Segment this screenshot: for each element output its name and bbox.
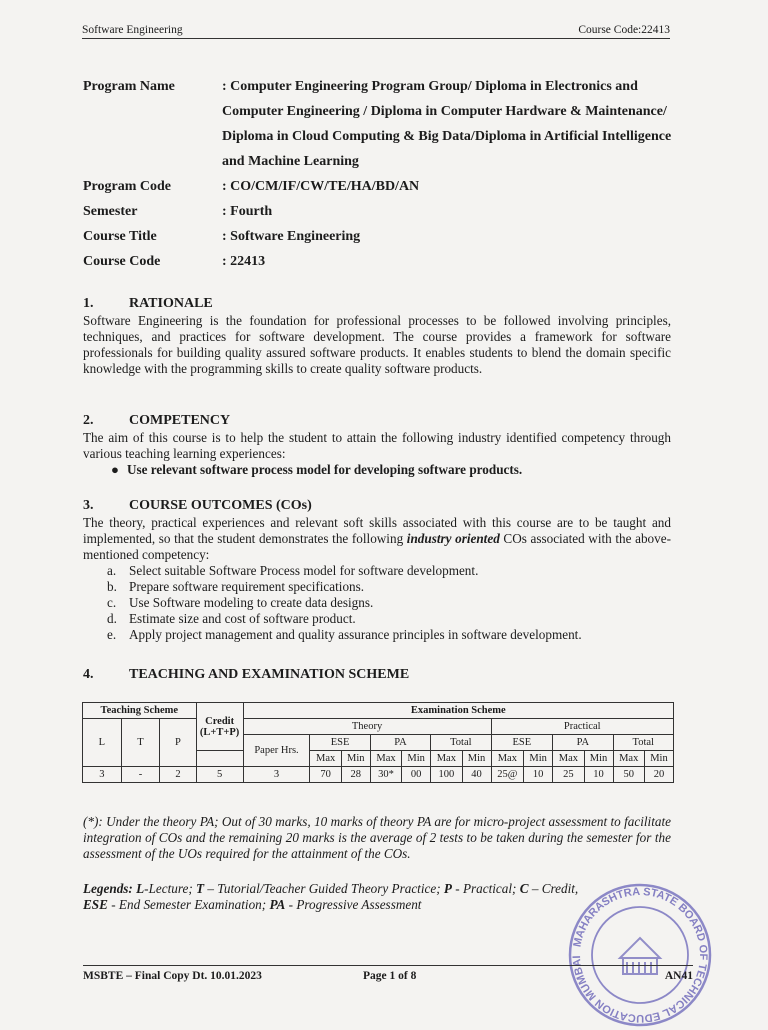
outcomes-text-after: COs associated with the above-mentioned competency:	[83, 531, 671, 562]
table-cell: 70	[310, 767, 341, 783]
legend-key: L	[136, 881, 145, 896]
semester-value: : Fourth	[222, 204, 273, 219]
table-cell: 5	[196, 767, 243, 783]
legend-text: - Practical;	[451, 881, 520, 896]
section-scheme	[83, 667, 671, 684]
outcome-item	[107, 611, 671, 627]
course-title-value: : Software Engineering	[222, 229, 361, 244]
outcome-text: Use Software modeling to create data designs.	[129, 595, 374, 610]
scheme-number: 4.	[83, 667, 94, 682]
rationale-text: Software Engineering is the foundation for professional processes to be followed involving principles, techniques, and practices for software development. The course provides a framework for software professionals for building quality assured software products. It enables students to blend the domain specific knowledge with the programming skills to create quality software products.	[83, 313, 671, 376]
header-left: Software Engineering	[82, 24, 183, 36]
outcome-marker: c.	[107, 595, 117, 610]
table-cell: 50	[613, 767, 644, 783]
outcomes-list	[107, 563, 671, 643]
outcomes-text-before: The theory, practical experiences and relevant soft skills associated with this course are to be taught and implemented, so that the student demonstrates the following	[83, 515, 671, 546]
legend-label: Legends:	[83, 881, 133, 896]
outcome-marker: b.	[107, 579, 117, 594]
max-header: Max	[310, 751, 341, 767]
table-cell: 100	[431, 767, 462, 783]
theory-ese-header: ESE	[310, 735, 370, 751]
tutorial-header: T	[121, 719, 160, 767]
practical-pa-header: PA	[553, 735, 613, 751]
theory-pa-note: (*): Under the theory PA; Out of 30 marks, 10 marks of theory PA are for micro-project assessment to facilitate integration of COs and the remaining 20 marks is the average of 2 tests to be taken during the semester for the assessment of the UOs required for the attainment of the COs.	[83, 814, 671, 861]
program-code-label: Program Code	[83, 179, 171, 194]
table-cell: 40	[462, 767, 491, 783]
program-name-label: Program Name	[83, 79, 175, 94]
table-cell: 3	[243, 767, 310, 783]
max-header: Max	[431, 751, 462, 767]
table-cell: 20	[644, 767, 673, 783]
table-cell: 25@	[491, 767, 524, 783]
course-code-label: Course Code	[83, 254, 161, 269]
min-header: Min	[341, 751, 370, 767]
page-footer	[83, 965, 693, 982]
header-right: Course Code:22413	[578, 24, 670, 36]
credit-header: Credit (L+T+P)	[196, 703, 243, 751]
section-rationale	[83, 296, 671, 377]
legend-text: – Credit,	[528, 881, 579, 896]
footer-right: AN41	[664, 970, 693, 982]
course-code-value: : 22413	[222, 254, 266, 269]
legend-text: -Lecture;	[144, 881, 197, 896]
course-code-row	[83, 249, 683, 274]
theory-header: Theory	[243, 719, 491, 735]
outcome-item	[107, 579, 671, 595]
semester-label: Semester	[83, 204, 138, 219]
max-header: Max	[370, 751, 401, 767]
min-header: Min	[644, 751, 673, 767]
outcomes-title: COURSE OUTCOMES (COs)	[129, 498, 312, 513]
legend-key: ESE	[83, 897, 108, 912]
competency-bullet	[111, 462, 671, 478]
program-name-value: : Computer Engineering Program Group/ Diploma in Electronics and Computer Engineering / Diploma in Computer Hardware & Maintenance/ Diploma in Cloud Computing & Big Data/Diploma in Artificial Intelligence and Machine Learning	[222, 79, 672, 169]
max-header: Max	[613, 751, 644, 767]
paper-hrs-header: Paper Hrs.	[243, 735, 310, 767]
competency-heading	[83, 413, 671, 430]
outcomes-emphasis: industry oriented	[406, 531, 500, 546]
outcome-text: Apply project management and quality assurance principles in software development.	[129, 627, 582, 642]
rationale-title: RATIONALE	[129, 296, 213, 311]
legend-key: PA	[269, 897, 286, 912]
teaching-scheme-header: Teaching Scheme	[83, 703, 197, 719]
course-title-row	[83, 224, 683, 249]
program-info	[83, 74, 683, 274]
program-code-row	[83, 174, 683, 199]
scheme-heading	[83, 667, 671, 684]
table-cell: 10	[584, 767, 613, 783]
legend-key: T	[196, 881, 205, 896]
outcome-item	[107, 563, 671, 579]
table-cell: 00	[402, 767, 431, 783]
outcome-item	[107, 595, 671, 611]
outcomes-heading	[83, 498, 671, 515]
table-cell: 10	[524, 767, 553, 783]
section-competency	[83, 413, 671, 478]
min-header: Min	[584, 751, 613, 767]
course-title-label: Course Title	[83, 229, 157, 244]
msbte-seal-stamp	[565, 880, 715, 1030]
min-header: Min	[524, 751, 553, 767]
section-outcomes	[83, 498, 671, 643]
max-header: Max	[491, 751, 524, 767]
theory-total-header: Total	[431, 735, 491, 751]
rationale-number: 1.	[83, 296, 94, 311]
rationale-heading	[83, 296, 671, 313]
legend-text: - End Semester Examination;	[107, 897, 270, 912]
theory-pa-header: PA	[370, 735, 430, 751]
exam-scheme-header: Examination Scheme	[243, 703, 673, 719]
table-cell: 2	[160, 767, 196, 783]
outcome-marker: a.	[107, 563, 117, 578]
max-header: Max	[553, 751, 584, 767]
legend-key: P	[443, 881, 452, 896]
outcome-marker: e.	[107, 627, 117, 642]
legend-text: – Tutorial/Teacher Guided Theory Practice;	[204, 881, 444, 896]
page-number: Page 1 of 8	[363, 970, 417, 982]
scheme-title: TEACHING AND EXAMINATION SCHEME	[129, 667, 410, 682]
running-header	[82, 24, 670, 39]
table-cell: 3	[83, 767, 122, 783]
legend-key: C	[519, 881, 529, 896]
competency-bullet-text: Use relevant software process model for developing software products.	[127, 462, 523, 477]
min-header: Min	[462, 751, 491, 767]
footer-left: MSBTE – Final Copy Dt. 10.01.2023	[83, 970, 262, 982]
table-row	[83, 767, 674, 783]
bullet-icon: ●	[111, 462, 119, 477]
outcome-item	[107, 627, 671, 643]
semester-row	[83, 199, 683, 224]
lecture-header: L	[83, 719, 122, 767]
outcomes-text	[83, 515, 671, 563]
competency-number: 2.	[83, 413, 94, 428]
competency-text: The aim of this course is to help the student to attain the following industry identified competency through various teaching learning experiences:	[83, 430, 671, 461]
competency-title: COMPETENCY	[129, 413, 231, 428]
outcomes-number: 3.	[83, 498, 94, 513]
outcome-marker: d.	[107, 611, 117, 626]
outcome-text: Select suitable Software Process model for software development.	[129, 563, 479, 578]
practical-l-header: P	[160, 719, 196, 767]
outcome-text: Prepare software requirement specifications.	[129, 579, 365, 594]
program-code-value: : CO/CM/IF/CW/TE/HA/BD/AN	[222, 179, 420, 194]
table-cell: -	[121, 767, 160, 783]
scheme-table	[82, 702, 674, 783]
seal-text: MAHARASHTRA STATE BOARD OF TECHNICAL EDUCATION MUMBAI	[570, 885, 710, 1025]
outcome-text: Estimate size and cost of software product.	[129, 611, 356, 626]
practical-total-header: Total	[613, 735, 673, 751]
legend-text: - Progressive Assessment	[285, 897, 422, 912]
min-header: Min	[402, 751, 431, 767]
practical-header: Practical	[491, 719, 674, 735]
program-name-row	[83, 74, 683, 174]
practical-ese-header: ESE	[491, 735, 553, 751]
table-cell: 28	[341, 767, 370, 783]
table-cell: 30*	[370, 767, 401, 783]
table-cell: 25	[553, 767, 584, 783]
